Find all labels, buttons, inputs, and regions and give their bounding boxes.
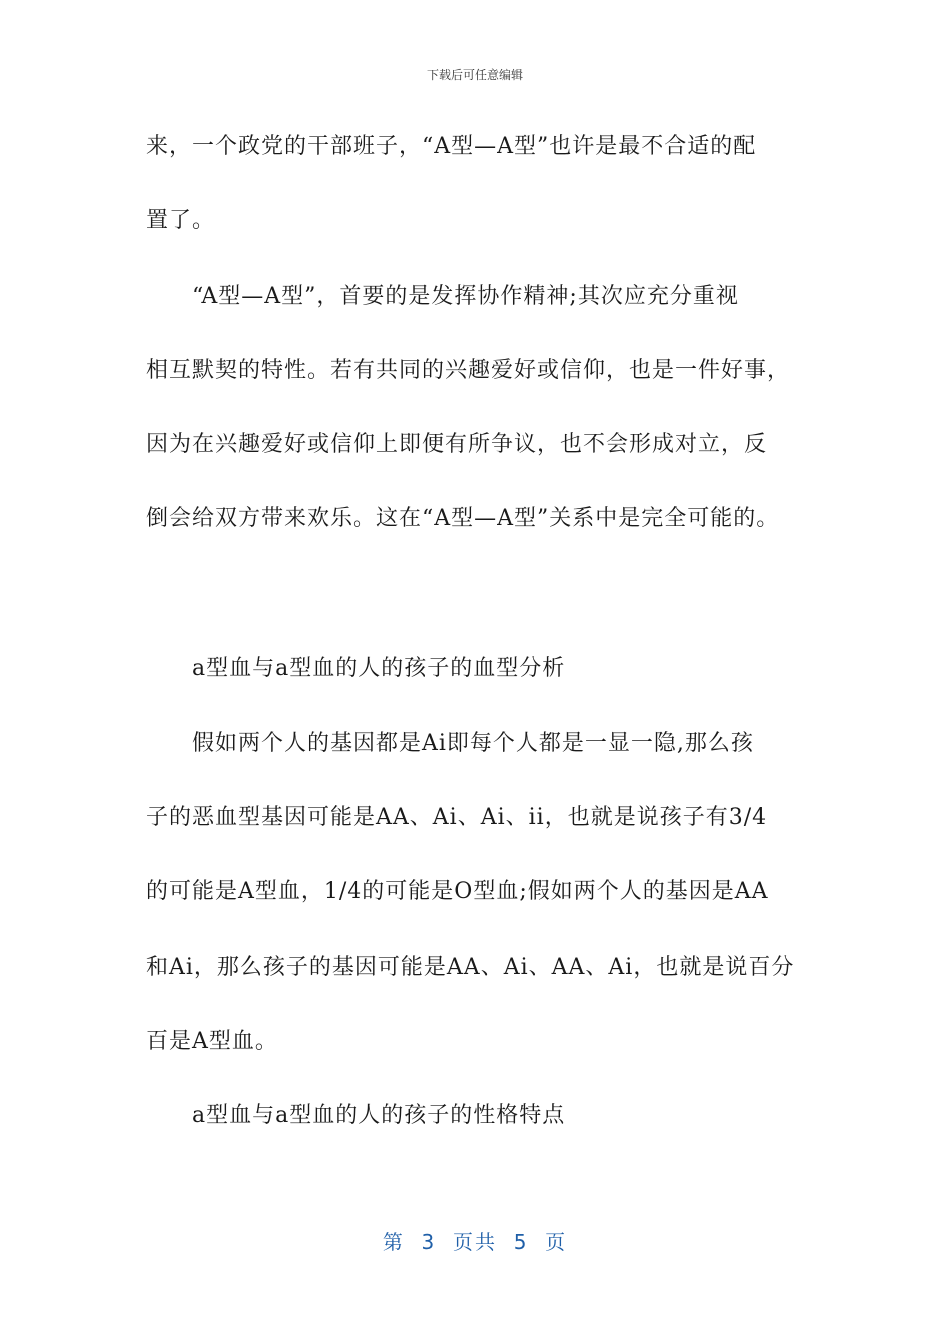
paragraph-line: 的可能是A型血，1/4的可能是O型血;假如两个人的基因是AA (146, 879, 769, 904)
paragraph-line: 来，一个政党的干部班子，“A型—A型”也许是最不合适的配 (146, 134, 757, 159)
section-heading: a型血与a型血的人的孩子的性格特点 (192, 1103, 566, 1128)
paragraph-line: 倒会给双方带来欢乐。这在“A型—A型”关系中是完全可能的。 (146, 506, 780, 531)
paragraph-line: 假如两个人的基因都是Ai即每个人都是一显一隐,那么孩 (192, 731, 754, 756)
paragraph-line: 和Ai，那么孩子的基因可能是AA、Ai、AA、Ai，也就是说百分 (146, 955, 795, 980)
paragraph-line: 子的恶血型基因可能是AA、Ai、Ai、ii，也就是说孩子有3/4 (146, 805, 768, 830)
page-number: 第 3 页共 5 页 (382, 1230, 568, 1254)
paragraph-line: “A型—A型”，首要的是发挥协作精神;其次应充分重视 (192, 284, 739, 309)
paragraph-line: 因为在兴趣爱好或信仰上即便有所争议，也不会形成对立，反 (146, 432, 768, 457)
paragraph-line: 百是A型血。 (146, 1029, 278, 1054)
header-note: 下载后可任意编辑 (426, 68, 523, 82)
paragraph-line: 置了。 (146, 208, 216, 233)
paragraph-line: 相互默契的特性。若有共同的兴趣爱好或信仰，也是一件好事， (146, 358, 791, 383)
section-heading: a型血与a型血的人的孩子的血型分析 (192, 656, 566, 681)
